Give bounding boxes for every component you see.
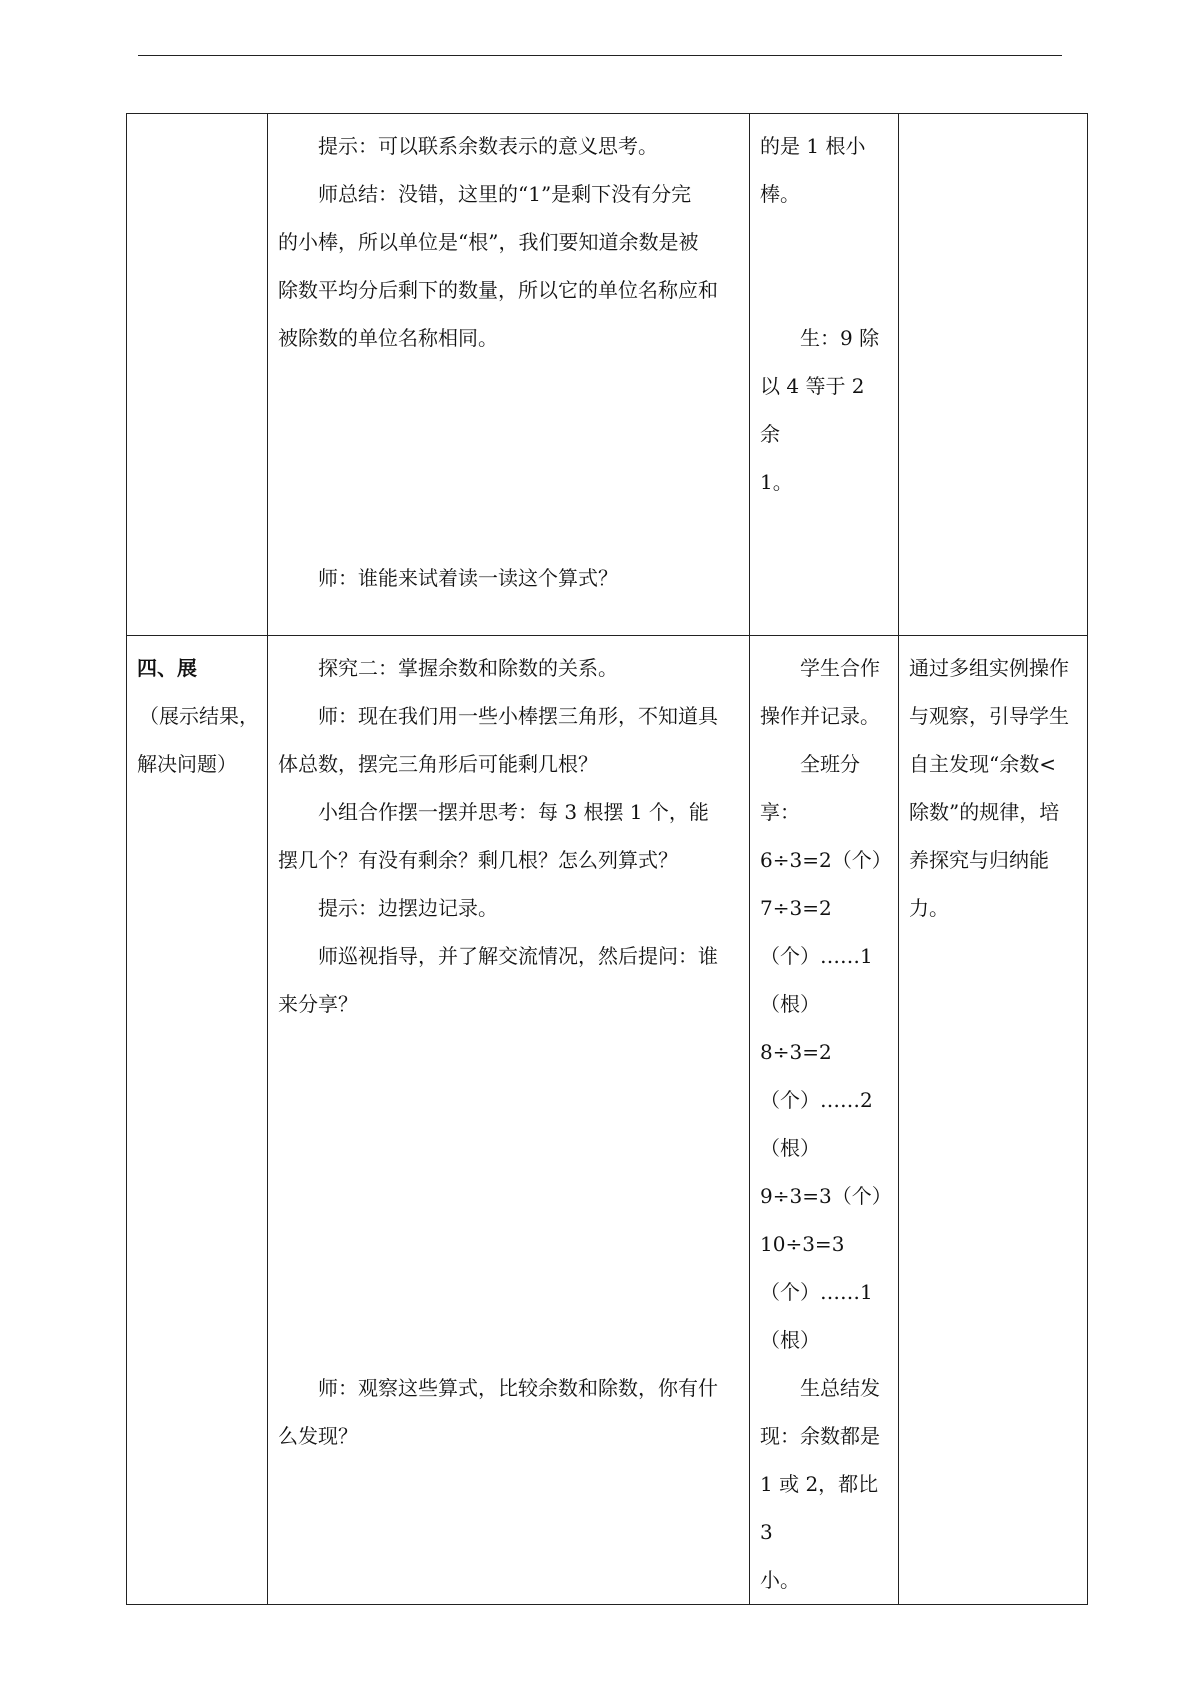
equation: （根） xyxy=(760,1328,820,1352)
student-text: 全班分 xyxy=(800,752,860,776)
teacher-text: 体总数，摆完三角形后可能剩几根？ xyxy=(278,752,598,776)
design-intent-text: 养探究与归纳能 xyxy=(909,848,1049,872)
student-conclusion: 现：余数都是 xyxy=(760,1424,880,1448)
student-conclusion: 1 或 2，都比 3 xyxy=(760,1472,879,1544)
stage-subtitle: 解决问题） xyxy=(137,752,237,776)
equation: （个）……1 xyxy=(760,1280,873,1304)
teacher-text: 摆几个？有没有剩余？剩几根？怎么列算式？ xyxy=(278,848,678,872)
teacher-question: 么发现？ xyxy=(278,1424,358,1448)
teacher-activity-cell xyxy=(268,114,750,636)
design-intent-text: 除数”的规律，培 xyxy=(909,800,1060,824)
design-intent-text: 与观察，引导学生 xyxy=(909,704,1069,728)
teacher-text: 来分享？ xyxy=(278,992,358,1016)
stage-cell xyxy=(127,636,268,1605)
summary-line: 被除数的单位名称相同。 xyxy=(278,326,498,350)
equation: 10÷3=3 xyxy=(760,1232,845,1256)
student-conclusion: 小。 xyxy=(760,1568,800,1592)
student-text: 的是 1 根小 xyxy=(760,134,866,158)
lesson-plan-table xyxy=(126,113,1088,1605)
teacher-text: 师巡视指导，并了解交流情况，然后提问：谁 xyxy=(318,944,718,968)
teacher-text: 师：现在我们用一些小棒摆三角形，不知道具 xyxy=(318,704,718,728)
equation: 7÷3=2 xyxy=(760,896,832,920)
student-text: 学生合作 xyxy=(800,656,880,680)
equation: （个）……2 xyxy=(760,1088,873,1112)
equation: （根） xyxy=(760,992,820,1016)
hint-text: 提示：边摆边记录。 xyxy=(318,896,498,920)
stage-title: 四、展 xyxy=(137,656,197,680)
stage-cell-empty xyxy=(127,114,268,636)
student-activity-cell xyxy=(750,114,899,636)
teacher-question: 师：谁能来试着读一读这个算式？ xyxy=(318,566,618,590)
student-answer: 以 4 等于 2 余 xyxy=(760,374,865,446)
summary-line: 师总结：没错，这里的“1”是剩下没有分完 xyxy=(318,182,692,206)
equation: 9÷3=3（个） xyxy=(760,1184,892,1208)
design-intent-text: 力。 xyxy=(909,896,949,920)
equation: （根） xyxy=(760,1136,820,1160)
student-text: 享： xyxy=(760,800,800,824)
student-activity-cell xyxy=(750,636,899,1605)
explore-heading: 探究二：掌握余数和除数的关系。 xyxy=(318,656,618,680)
stage-subtitle: （展示结果， xyxy=(139,704,259,728)
table-row-continuation xyxy=(127,114,1088,636)
student-text: 棒。 xyxy=(760,182,800,206)
page-header-rule xyxy=(138,55,1062,56)
teacher-text: 小组合作摆一摆并思考：每 3 根摆 1 个，能 xyxy=(318,800,709,824)
summary-line: 除数平均分后剩下的数量，所以它的单位名称应和 xyxy=(278,278,718,302)
equation: （个）……1 xyxy=(760,944,873,968)
teacher-question: 师：观察这些算式，比较余数和除数，你有什 xyxy=(318,1376,718,1400)
design-intent-cell-empty xyxy=(899,114,1088,636)
design-intent-text: 自主发现“余数< xyxy=(909,752,1056,776)
equation: 6÷3=2（个） xyxy=(760,848,892,872)
student-conclusion: 生总结发 xyxy=(800,1376,880,1400)
student-text: 操作并记录。 xyxy=(760,704,880,728)
student-answer: 1。 xyxy=(760,470,793,494)
design-intent-cell xyxy=(899,636,1088,1605)
teacher-activity-cell xyxy=(268,636,750,1605)
summary-line: 的小棒，所以单位是“根”，我们要知道余数是被 xyxy=(278,230,699,254)
table-row-stage-4 xyxy=(127,636,1088,1605)
hint-text: 提示：可以联系余数表示的意义思考。 xyxy=(318,134,658,158)
student-answer: 生：9 除 xyxy=(800,326,880,350)
equation: 8÷3=2 xyxy=(760,1040,832,1064)
design-intent-text: 通过多组实例操作 xyxy=(909,656,1069,680)
